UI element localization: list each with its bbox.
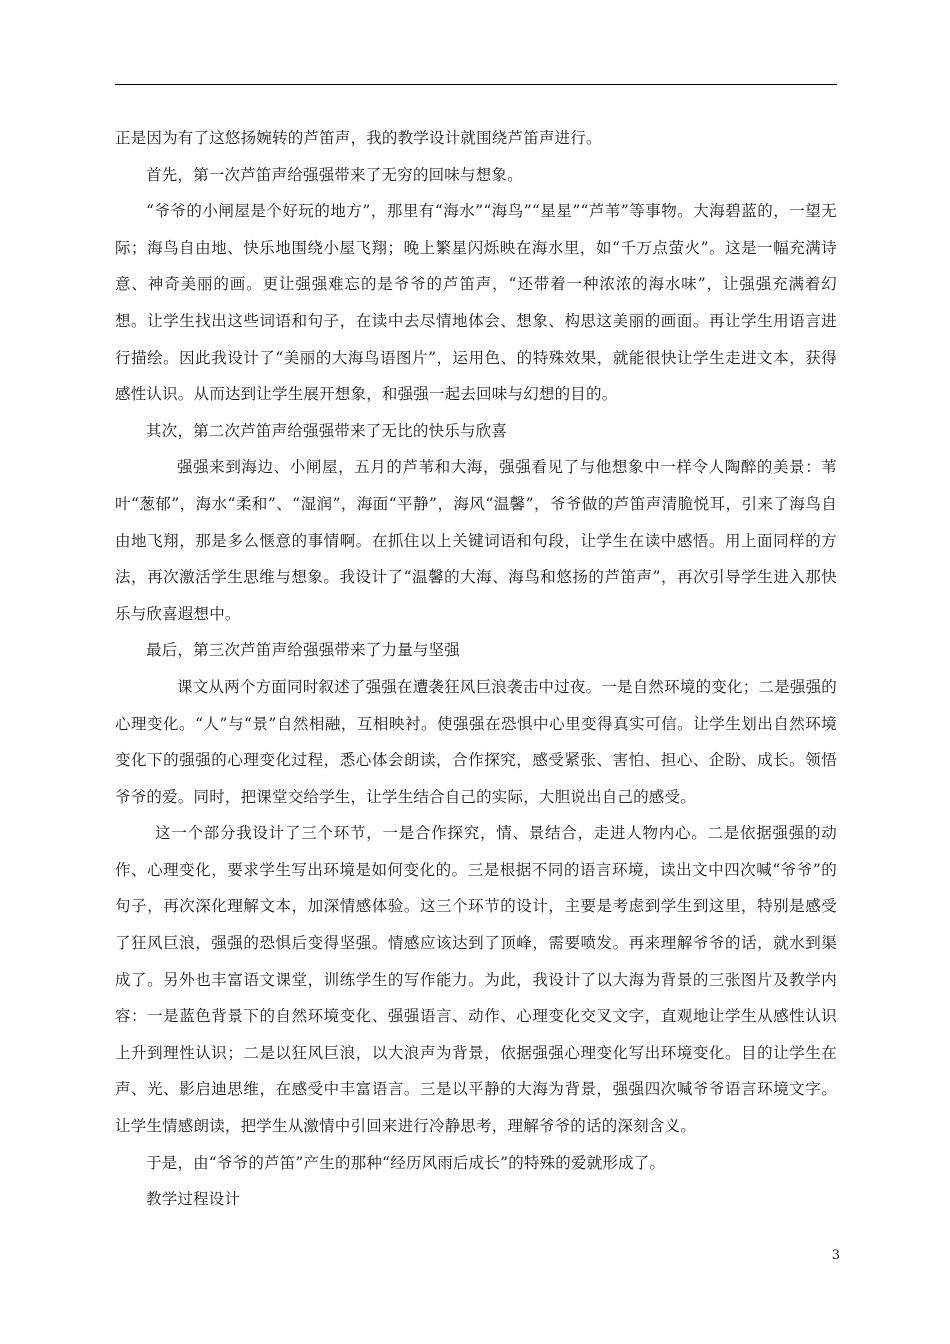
paragraph-first-heading: 首先，第一次芦笛声给强强带来了无穷的回味与想象。: [146, 165, 523, 184]
paragraph-second-body: 强强来到海边、小闸屋，五月的芦苇和大海，强强看见了与他想象中一样令人陶醉的美景：苇叶“葱郁”，海水“柔和”、“湿润”，海面“平静”，海风“温馨”，爷爷做的芦笛声清脆悦耳，引来了海鸟自由地飞翔，那是多么惬意的事情啊。在抓住以上关键词语和句段，让学生在读中感悟。用上面同样的方法，再次激活学生思维与想象。我设计了“温馨的大海、海鸟和悠扬的芦笛声”，再次引导学生进入那快乐与欣喜遐想中。: [115, 458, 837, 623]
paragraph-first-body: “爷爷的小闸屋是个好玩的地方”，那里有“海水”“海鸟”“星星”“芦苇”等事物。大海碧蓝的，一望无际；海鸟自由地、快乐地围绕小屋飞翔；晚上繁星闪烁映在海水里，如“千万点萤火”。这是一幅充满诗意、神奇美丽的画。更让强强难忘的是爷爷的芦笛声，“还带着一种浓浓的海水味”，让强强充满着幻想。让学生找出这些词语和句子，在读中去尽情地体会、想象、构思这美丽的画面。再让学生用语言进行描绘。因此我设计了“美丽的大海鸟语图片”，运用色、的特殊效果，就能很快让学生走进文本，获得感性认识。从而达到让学生展开想象，和强强一起去回味与幻想的目的。: [115, 202, 837, 404]
section-heading-teaching-process: 教学过程设计: [146, 1190, 241, 1209]
document-body: [115, 120, 837, 1218]
paragraph-second-heading: 其次，第二次芦笛声给强强带来了无比的快乐与欣喜: [146, 421, 508, 440]
paragraph-conclusion: 于是，由“爷爷的芦笛”产生的那种“经历风雨后成长”的特殊的爱就形成了。: [146, 1153, 666, 1172]
paragraph-third-heading: 最后，第三次芦笛声给强强带来了力量与坚强: [146, 641, 461, 660]
header-rule: [115, 84, 837, 85]
paragraph-third-body: 课文从两个方面同时叙述了强强在遭袭狂风巨浪袭击中过夜。一是自然环境的变化；二是强强的心理变化。“人”与“景”自然相融，互相映衬。使强强在恐惧中心里变得真实可信。让学生划出自然环境变化下的强强的心理变化过程，悉心体会朗读，合作探究，感受紧张、害怕、担心、企盼、成长。领悟爷爷的爱。同时，把课堂交给学生，让学生结合自己的实际，大胆说出自己的感受。: [115, 677, 837, 806]
paragraph-design-details: 这一个部分我设计了三个环节，一是合作探究，情、景结合，走进人物内心。二是依据强强的动作、心理变化，要求学生写出环境是如何变化的。三是根据不同的语言环境，读出文中四次喊“爷爷”的句子，再次深化理解文本，加深情感体验。这三个环节的设计，主要是考虑到学生到这里，特别是感受了狂风巨浪，强强的恐惧后变得坚强。情感应该达到了顶峰，需要喷发。再来理解爷爷的话，就水到渠成了。另外也丰富语文课堂，训练学生的写作能力。为此，我设计了以大海为背景的三张图片及教学内容：一是蓝色背景下的自然环境变化、强强语言、动作、心理变化交叉文字，直观地让学生从感性认识上升到理性认识；二是以狂风巨浪，以大浪声为背景，依据强强心理变化写出环境变化。目的让学生在声、光、影启迪思维，在感受中丰富语言。三是以平静的大海为背景，强强四次喊爷爷语言环境文字。让学生情感朗读，把学生从激情中引回来进行冷静思考，理解爷爷的话的深刻含义。: [115, 824, 837, 1136]
paragraph-intro: 正是因为有了这悠扬婉转的芦笛声，我的教学设计就围绕芦笛声进行。: [115, 129, 602, 147]
page-number: 3: [831, 1248, 840, 1263]
